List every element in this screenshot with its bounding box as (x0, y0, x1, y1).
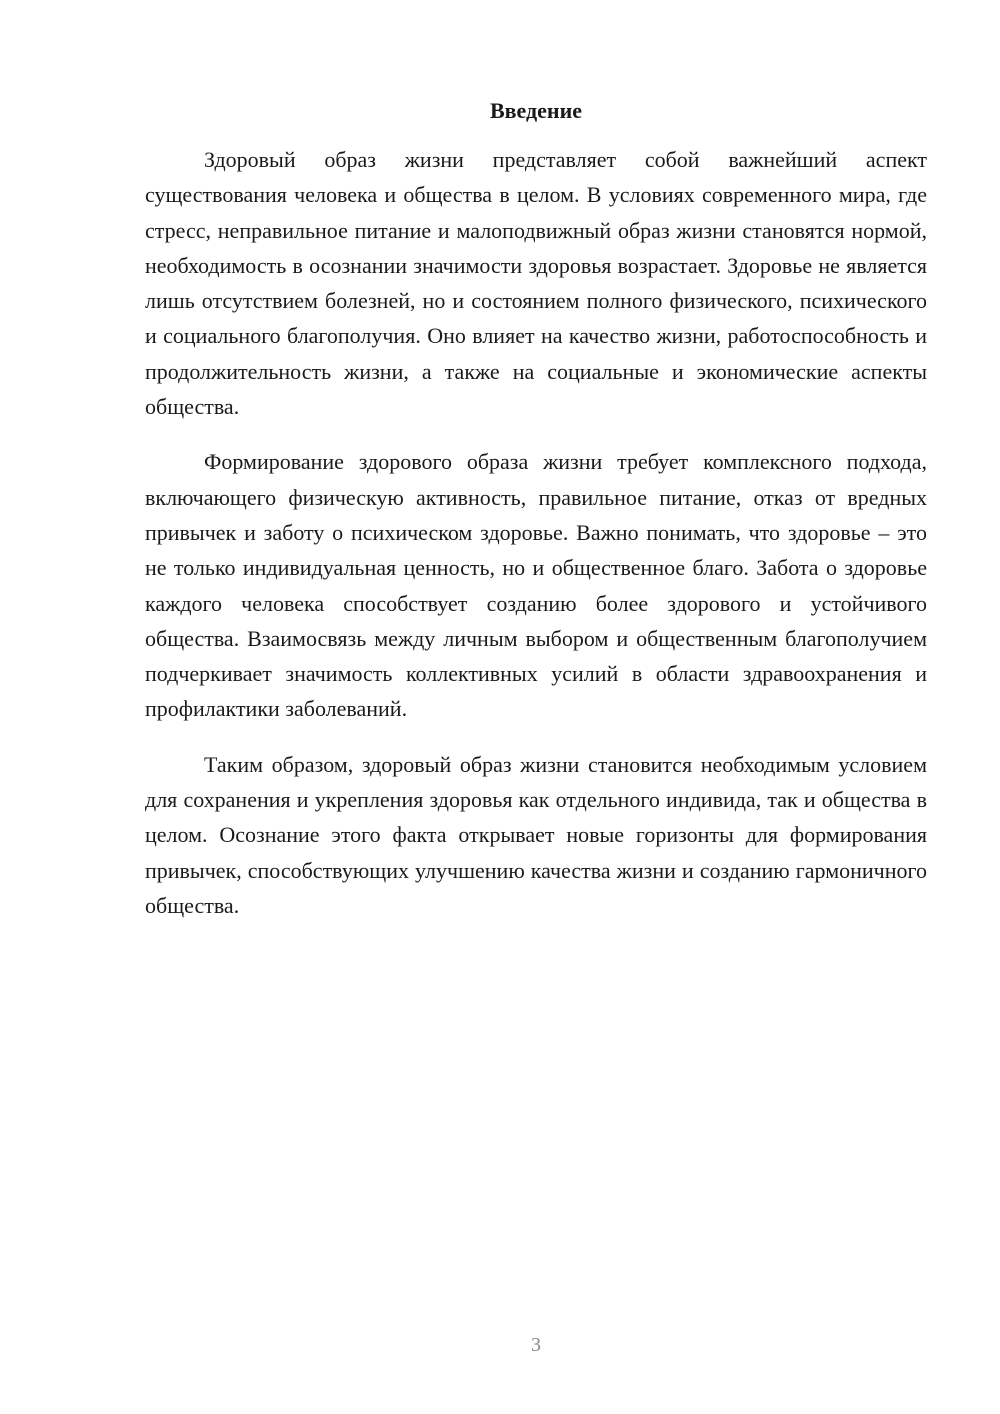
paragraph-formation: Формирование здорового образа жизни требует комплексного подхода, включающего физическую активность, правильное питание, отказ от вредных привычек и заботу о психическом здоровье. Важно понимать, что здоровье – это не только индивидуальная ценность, но и общественное благо. Забота о здоровье каждого человека способствует созданию более здорового и устойчивого общества. Взаимосвязь между личным выбором и общественным благополучием подчеркивает значимость коллективных усилий в области здравоохранения и профилактики заболеваний. (145, 449, 927, 722)
document-body (145, 142, 927, 943)
page-title: Введение (489, 98, 583, 123)
paragraph-intro: Здоровый образ жизни представляет собой важнейший аспект существования человека и общества в целом. В условиях современного мира, где стресс, неправильное питание и малоподвижный образ жизни становятся нормой, необходимость в осознании значимости здоровья возрастает. Здоровье не является лишь отсутствием болезней, но и состоянием полного физического, психического и социального благополучия. Оно влияет на качество жизни, работоспособность и продолжительность жизни, а также на социальные и экономические аспекты общества. (145, 147, 927, 420)
paragraph-conclusion: Таким образом, здоровый образ жизни становится необходимым условием для сохранения и укрепления здоровья как отдельного индивида, так и общества в целом. Осознание этого факта открывает новые горизонты для формирования привычек, способствующих улучшению качества жизни и созданию гармоничного общества. (145, 751, 927, 918)
page-number: 3 (531, 1334, 541, 1356)
